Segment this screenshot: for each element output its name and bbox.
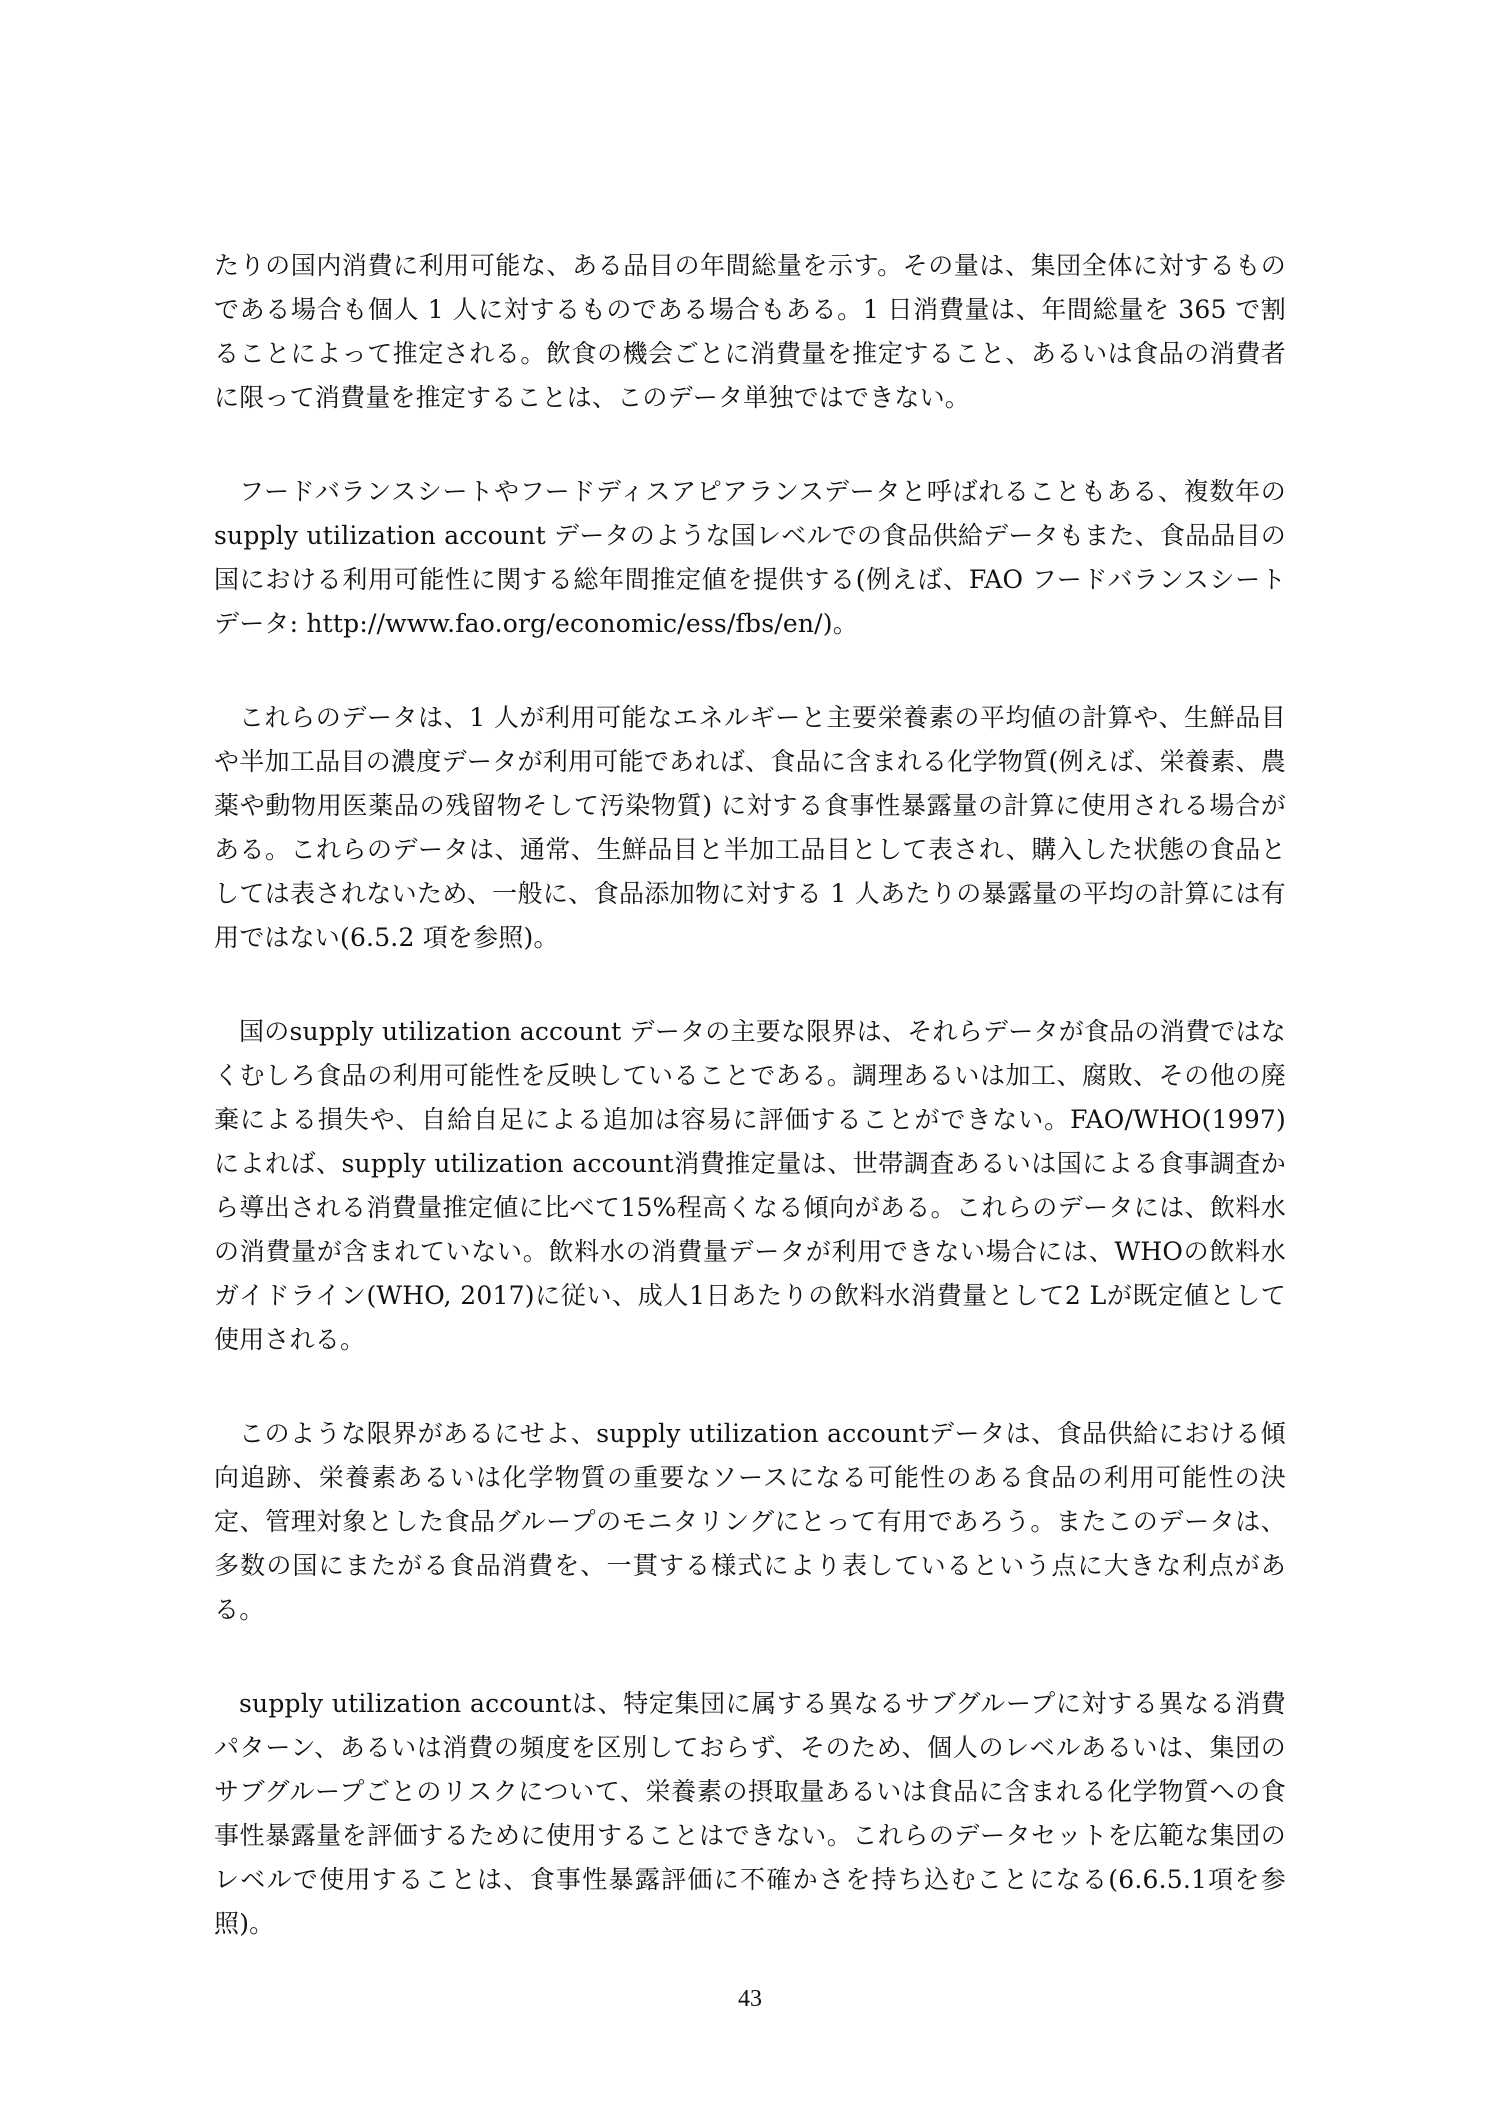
paragraph-2: フードバランスシートやフードディスアピアランスデータと呼ばれることもある、複数年の supply utilization account データのような国レベルでの食品供給データもまた、食品品目の国における利用可能性に関する総年間推定値を提供する(例えば、FAO フードバランスシートデータ: http://www.fao.org/economic/ess/fbs/en/)。 [214,477,1286,638]
paragraph-6: supply utilization accountは、特定集団に属する異なるサブグループに対する異なる消費パターン、あるいは消費の頻度を区別しておらず、そのため、個人のレベルあるいは、集団のサブグループごとのリスクについて、栄養素の摂取量あるいは食品に含まれる化学物質への食事性暴露量を評価するために使用することはできない。これらのデータセットを広範な集団のレベルで使用することは、食事性暴露評価に不確かさを持ち込むことになる(6.6.5.1項を参照)。 [214,1689,1286,1938]
paragraph-5: このような限界があるにせよ、supply utilization accountデータは、食品供給における傾向追跡、栄養素あるいは化学物質の重要なソースになる可能性のある食品の利用可能性の決定、管理対象とした食品グループのモニタリングにとって有用であろう。またこのデータは、多数の国にまたがる食品消費を、一貫する様式により表しているという点に大きな利点がある。 [214,1419,1286,1624]
paragraph-1: たりの国内消費に利用可能な、ある品目の年間総量を示す。その量は、集団全体に対するものである場合も個人 1 人に対するものである場合もある。1 日消費量は、年間総量を 365 で割ることによって推定される。飲食の機会ごとに消費量を推定すること、あるいは食品の消費者に限って消費量を推定することは、このデータ単独ではできない。 [214,251,1286,412]
paragraph-3: これらのデータは、1 人が利用可能なエネルギーと主要栄養素の平均値の計算や、生鮮品目や半加工品目の濃度データが利用可能であれば、食品に含まれる化学物質(例えば、栄養素、農薬や動物用医薬品の残留物そして汚染物質) に対する食事性暴露量の計算に使用される場合がある。これらのデータは、通常、生鮮品目と半加工品目として表され、購入した状態の食品としては表されないため、一般に、食品添加物に対する 1 人あたりの暴露量の平均の計算には有用ではない(6.5.2 項を参照)。 [214,703,1286,952]
paragraph-4: 国のsupply utilization account データの主要な限界は、それらデータが食品の消費ではなくむしろ食品の利用可能性を反映していることである。調理あるいは加工、腐敗、その他の廃棄による損失や、自給自足による追加は容易に評価することができない。FAO/WHO(1997)によれば、supply utilization account消費推定量は、世帯調査あるいは国による食事調査から導出される消費量推定値に比べて15%程高くなる傾向がある。これらのデータには、飲料水の消費量が含まれていない。飲料水の消費量データが利用できない場合には、WHOの飲料水ガイドライン(WHO, 2017)に従い、成人1日あたりの飲料水消費量として2 Lが既定値として使用される。 [214,1017,1286,1354]
body-text [214,244,1286,1996]
page-number: 43 [738,1986,762,2012]
